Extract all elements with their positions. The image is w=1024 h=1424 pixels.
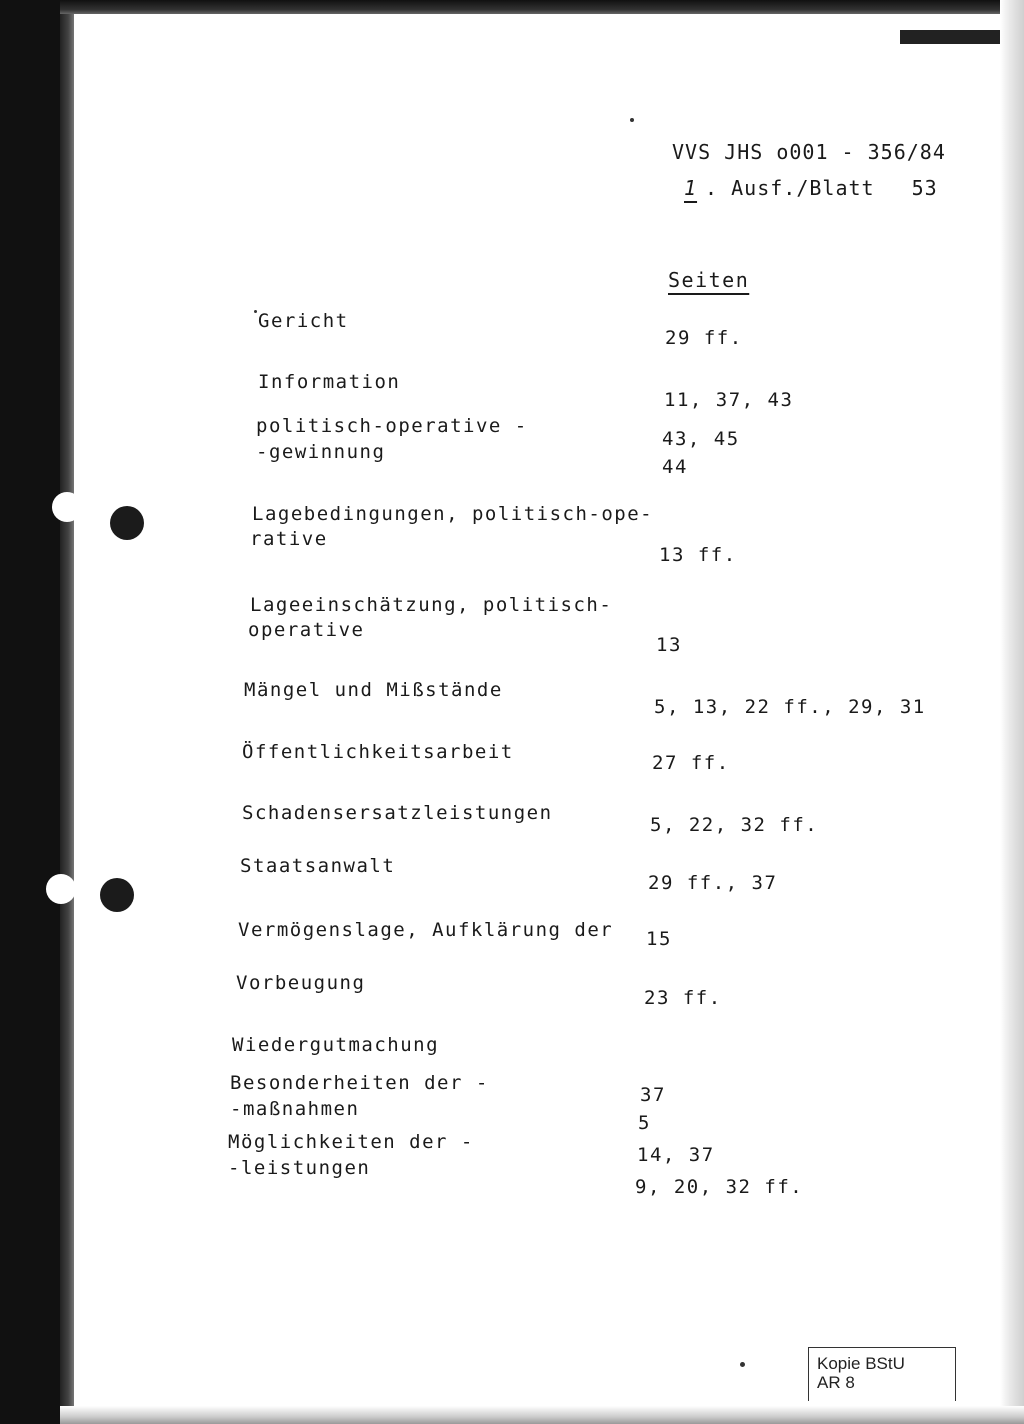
archive-stamp-line1: Kopie BStU xyxy=(817,1354,905,1373)
scan-border-top-bar xyxy=(900,30,1004,44)
page-reference: 23 ff. xyxy=(644,987,722,1009)
pages-column-header: Seiten xyxy=(668,268,750,292)
index-term: Möglichkeiten der - xyxy=(228,1131,474,1153)
index-term: Gericht xyxy=(258,310,349,332)
page-reference: 13 ff. xyxy=(659,544,737,566)
scan-border-right xyxy=(1000,0,1024,1424)
index-term: Staatsanwalt xyxy=(240,855,396,877)
index-term: rative xyxy=(250,528,328,550)
index-term: politisch-operative - xyxy=(256,415,528,437)
index-term: Vermögenslage, Aufklärung der xyxy=(238,919,614,941)
punch-hole-lower xyxy=(100,878,134,912)
page-reference: 29 ff. xyxy=(665,327,743,349)
page-reference: 5, 22, 32 ff. xyxy=(650,814,819,836)
page-reference: 44 xyxy=(662,456,688,478)
copy-sheet-label: . Ausf./Blatt xyxy=(705,176,875,200)
punch-hole-upper xyxy=(110,506,144,540)
index-term: Besonderheiten der - xyxy=(230,1072,489,1094)
page-reference: 5, 13, 22 ff., 29, 31 xyxy=(654,696,926,718)
index-term: Mängel und Mißstände xyxy=(244,679,503,701)
punch-hole-left-upper xyxy=(52,492,82,522)
scan-border-left-edge xyxy=(60,0,74,1424)
index-term: operative xyxy=(248,619,365,641)
page-reference: 14, 37 xyxy=(637,1144,715,1166)
scan-border-top xyxy=(60,0,1004,14)
page-reference: 13 xyxy=(656,634,682,656)
index-term: Lagebedingungen, politisch-ope- xyxy=(252,503,654,525)
page-reference: 43, 45 xyxy=(662,428,740,450)
index-term: Vorbeugung xyxy=(236,972,366,994)
index-term: Öffentlichkeitsarbeit xyxy=(242,741,514,763)
document-reference: VVS JHS o001 - 356/84 xyxy=(672,140,946,164)
page-reference: 29 ff., 37 xyxy=(648,872,778,894)
punch-hole-left-lower xyxy=(46,874,76,904)
index-term: Wiedergutmachung xyxy=(232,1034,440,1056)
copy-number: 1 xyxy=(684,176,698,200)
speck xyxy=(630,118,634,122)
speck xyxy=(254,310,257,313)
page-reference: 27 ff. xyxy=(652,752,730,774)
archive-stamp-line2: AR 8 xyxy=(817,1373,855,1392)
scan-border-bottom xyxy=(60,1406,1024,1424)
page-reference: 37 xyxy=(640,1084,666,1106)
index-term: -leistungen xyxy=(228,1157,371,1179)
page-reference: 15 xyxy=(646,928,672,950)
page-reference: 5 xyxy=(638,1112,651,1134)
index-term: -gewinnung xyxy=(256,441,386,463)
index-term: -maßnahmen xyxy=(230,1098,360,1120)
copy-sheet-line xyxy=(676,176,938,200)
page-reference: 11, 37, 43 xyxy=(664,389,794,411)
index-term: Schadensersatzleistungen xyxy=(242,802,553,824)
page-reference: 9, 20, 32 ff. xyxy=(635,1176,804,1198)
sheet-number: 53 xyxy=(911,176,938,200)
index-term: Information xyxy=(258,371,401,393)
archive-stamp xyxy=(808,1347,956,1401)
speck xyxy=(740,1362,745,1367)
index-term: Lageeinschätzung, politisch- xyxy=(250,594,613,616)
